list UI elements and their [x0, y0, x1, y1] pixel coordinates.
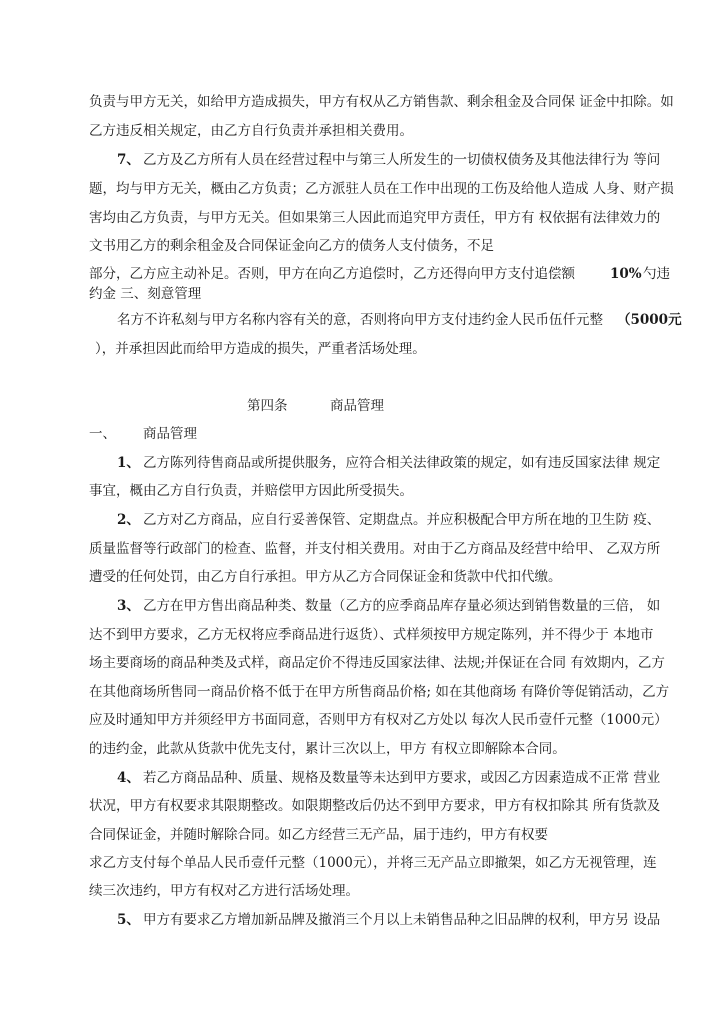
text-line: 名方不许私刻与甲方名称内容有关的意，否则将向甲方支付违约金人民币伍仟元整 — [117, 312, 603, 328]
text-line: 题，均与甲方无关，概由乙方负责；乙方派驻人员在工作中出现的工伤及给他人造成 人身、财产损 — [89, 181, 674, 197]
clause-number: 5、 — [117, 912, 140, 928]
text-line: 文书用乙方的剩余租金及合同保证金向乙方的债务人支付债务，不足 — [89, 238, 494, 254]
clause-number: 1、 — [117, 455, 140, 471]
text-line: 乙方陈列待售商品或所提供服务，应符合相关法律政策的规定，如有违反国家法律 规定 — [143, 455, 661, 471]
text-line: 约金 三、刻意管理 — [89, 286, 202, 302]
text-line: 续三次违约，甲方有权对乙方进行活场处理。 — [89, 883, 359, 899]
clause-number: 7、 — [117, 152, 140, 168]
text-line: 乙方在甲方售出商品种类、数量（乙方的应季商品库存量必须达到销售数量的三倍， 如 — [143, 598, 661, 614]
text-line: 达不到甲方要求，乙方无权将应季商品进行返货）、式样须按甲方规定陈列，并不得少于 本地市 — [89, 627, 654, 643]
article-title: 商品管理 — [330, 398, 384, 414]
text-line: 勺违 — [643, 266, 670, 282]
clause-2 — [117, 511, 660, 529]
text-line: ），并承担因此而给甲方造成的损失，严重者活场处理。 — [95, 341, 426, 357]
text-line: 求乙方支付每个单品人民币壹仟元整（1000元），并将三无产品立即撤架，如乙方无视管理，连 — [89, 855, 657, 871]
penalty-rate: 10% — [610, 266, 642, 282]
text-line: 场主要商场的商品种类及式样，商品定价不得违反国家法律、法规;并保证在合同 有效期内，乙方 — [89, 655, 665, 671]
clause-number: 4、 — [117, 770, 140, 786]
text-line: 乙方及乙方所有人员在经营过程中与第三人所发生的一切债权债务及其他法律行为 等问 — [143, 152, 661, 168]
text-line: 甲方有要求乙方增加新品牌及撤消三个月以上未销售品种之旧品牌的权利，甲方另 设品 — [143, 912, 661, 928]
text-line: 部分，乙方应主动补足。否则，甲方在向乙方追偿时，乙方还得向甲方支付追偿额 — [89, 266, 575, 282]
article-number: 第四条 — [247, 398, 288, 414]
text-line: 乙方违反相关规定，由乙方自行负责并承担相关费用。 — [89, 123, 413, 139]
clause-4 — [117, 769, 660, 787]
text-line: 若乙方商品品种、质量、规格及数量等未达到甲方要求，或因乙方因素造成不正常 营业 — [143, 770, 661, 786]
clause-3 — [117, 597, 660, 615]
text-line: 合同保证金，并随时解除合同。如乙方经营三无产品，届于违约，甲方有权要 — [89, 827, 548, 843]
clause-1 — [117, 454, 660, 472]
text-line: 害均由乙方负责，与甲方无关。但如果第三人因此而追究甲方责任，甲方有 权依据有法律效力的 — [89, 210, 661, 226]
clause-5 — [117, 911, 660, 929]
text-line: 遭受的任何处罚，由乙方自行承担。甲方从乙方合同保证金和货款中代扣代缴。 — [89, 569, 562, 585]
clause-number: 3、 — [117, 598, 140, 614]
text-line: 负责与甲方无关，如给甲方造成损失，甲方有权从乙方销售款、剩余租金及合同保 证金中扣除。如 — [89, 94, 674, 110]
penalty-amount: （5000元 — [617, 312, 682, 328]
text-line: 应及时通知甲方并须经甲方书面同意，否则甲方有权对乙方处以 每次人民币壹仟元整（1000元） — [89, 712, 668, 728]
text-line: 的违约金，此款从货款中优先支付，累计三次以上，甲方 有权立即解除本合同。 — [89, 741, 566, 757]
section-title: 商品管理 — [143, 426, 197, 442]
clause-number: 2、 — [117, 512, 140, 528]
clause-7 — [117, 151, 660, 169]
text-line: 乙方对乙方商品，应自行妥善保管、定期盘点。并应积极配合甲方所在地的卫生防 疫、 — [143, 512, 661, 528]
section-number: 一、 — [89, 426, 116, 442]
text-line: 状况，甲方有权要求其限期整改。如限期整改后仍达不到甲方要求，甲方有权扣除其 所有货款及 — [89, 798, 661, 814]
text-line: 在其他商场所售同一商品价格不低于在甲方所售商品价格; 如在其他商场 有降价等促销活动，乙方 — [89, 684, 670, 700]
text-line: 质量监督等行政部门的检查、监督，并支付相关费用。对由于乙方商品及经营中给甲、 乙双方所 — [89, 541, 661, 557]
text-line: 事宜，概由乙方自行负责，并赔偿甲方因此所受损失。 — [89, 483, 413, 499]
